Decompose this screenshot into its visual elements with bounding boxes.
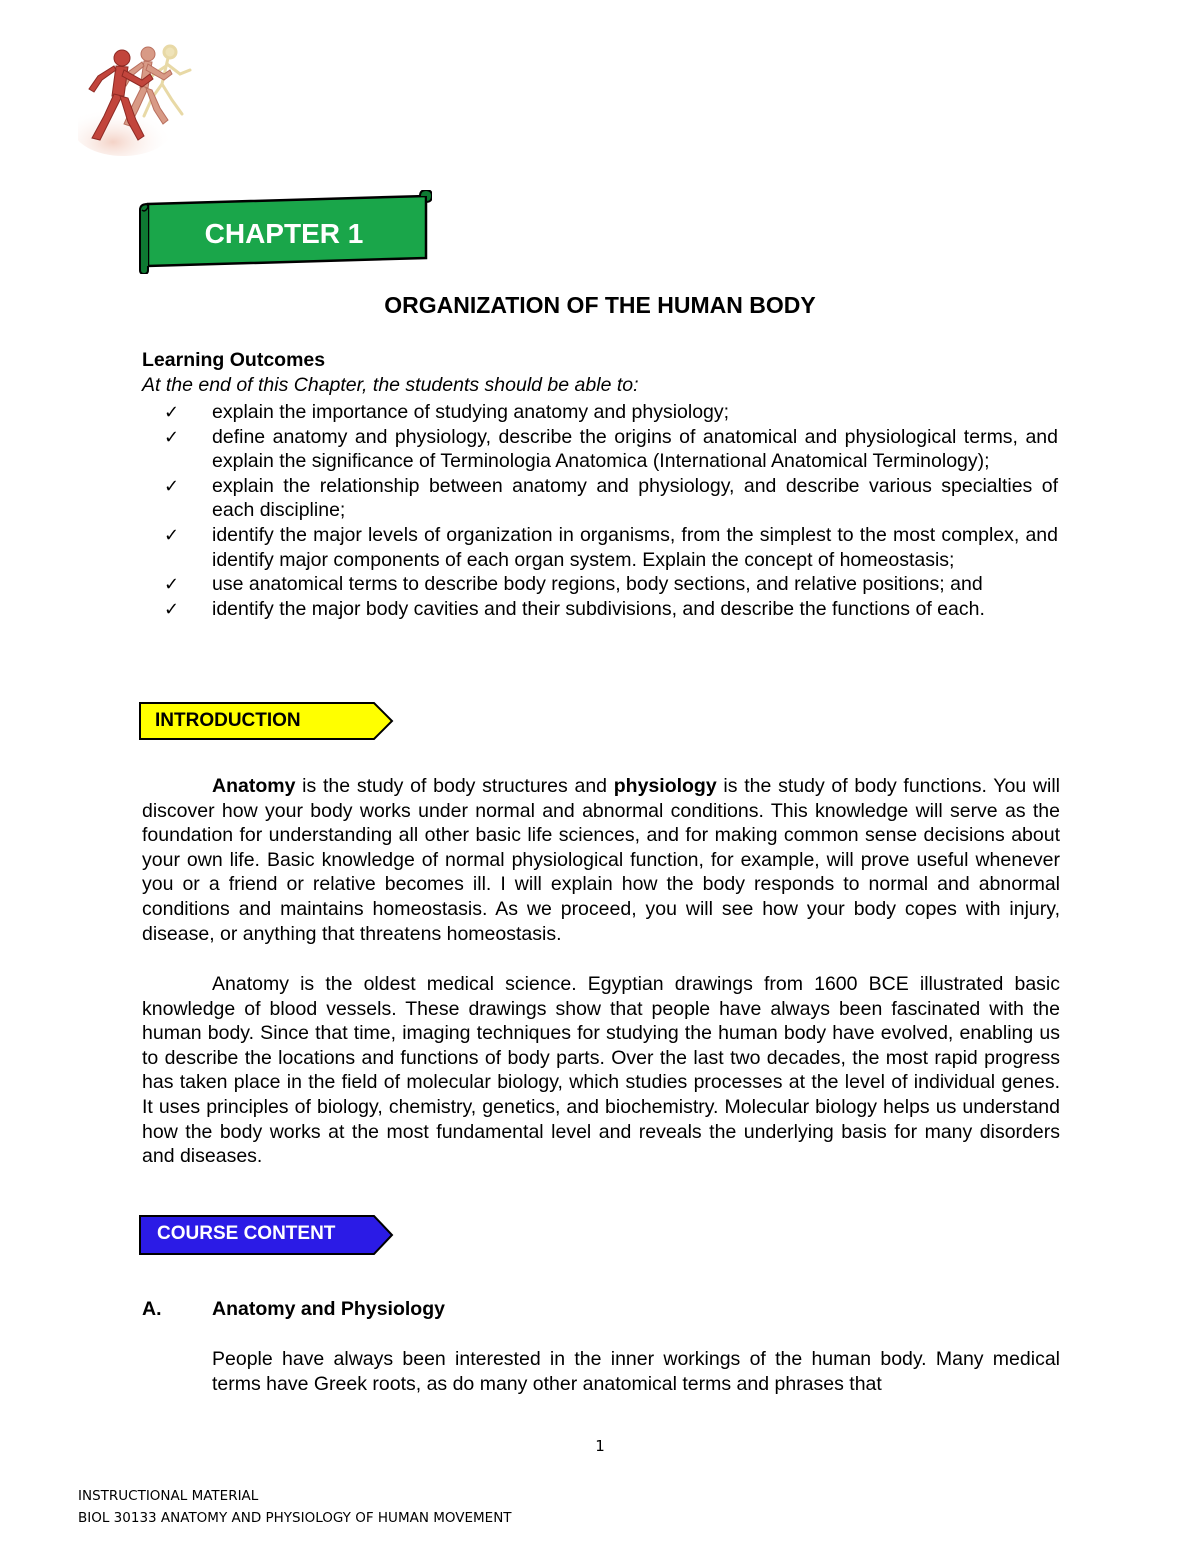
checkmark-icon: ✓ [164, 475, 180, 496]
footer-line-1: INSTRUCTIONAL MATERIAL [78, 1488, 259, 1504]
course-content-tag-label: COURSE CONTENT [157, 1223, 336, 1244]
list-item: ✓ define anatomy and physiology, describe the origins of anatomical and physiological terms, and explain the significance of Terminologia Anatomica (International Anatomical Terminology); [164, 425, 1058, 473]
anatomy-runners-icon [78, 40, 208, 158]
introduction-paragraph-2: Anatomy is the oldest medical science. Egyptian drawings from 1600 BCE illustrated basic knowledge of blood vessels. These drawings show that people have always been fascinated with the human body. Since that time, imaging techniques for studying the human body have evolved, enabling us to describe the locations and functions of body parts. Over the last two decades, the most rapid progress has taken place in the field of molecular biology, which studies processes at the level of individual genes. It uses principles of biology, chemistry, genetics, and biochemistry. Molecular biology helps us understand how the body works at the most fundamental level and reveals the underlying basis for many disorders and diseases. [142, 973, 1060, 1168]
checkmark-icon: ✓ [164, 402, 180, 422]
introduction-tag-label: INTRODUCTION [155, 710, 301, 731]
checkmark-icon: ✓ [164, 426, 180, 447]
list-item: ✓ identify the major body cavities and their subdivisions, and describe the functions of each. [164, 597, 985, 620]
footer-line-2: BIOL 30133 ANATOMY AND PHYSIOLOGY OF HUMAN MOVEMENT [78, 1510, 512, 1526]
checkmark-icon: ✓ [164, 524, 180, 545]
list-item: ✓ explain the relationship between anatomy and physiology, and describe various specialties of each discipline; [164, 474, 1058, 522]
section-letter: A. [142, 1298, 162, 1320]
checkmark-icon: ✓ [164, 574, 180, 595]
section-a-paragraph: People have always been interested in the inner workings of the human body. Many medical terms have Greek roots, as do many other anatomical terms and phrases that [212, 1348, 1060, 1395]
page-title: ORGANIZATION OF THE HUMAN BODY [384, 292, 816, 318]
learning-outcomes-list [142, 400, 1058, 621]
section-title: Anatomy and Physiology [212, 1298, 445, 1320]
list-item: ✓ identify the major levels of organization in organisms, from the simplest to the most complex, and identify major components of each organ system. Explain the concept of homeostasis; [164, 523, 1058, 571]
learning-outcomes-intro: At the end of this Chapter, the students should be able to: [142, 374, 639, 396]
list-item: ✓ use anatomical terms to describe body regions, body sections, and relative positions; and [164, 573, 983, 596]
learning-outcomes-heading: Learning Outcomes [142, 349, 326, 371]
checkmark-icon: ✓ [164, 598, 180, 619]
list-item: ✓ explain the importance of studying anatomy and physiology; [164, 401, 730, 423]
chapter-label: CHAPTER 1 [204, 218, 364, 249]
introduction-paragraph-1: Anatomy is the study of body structures and physiology is the study of body functions. You will discover how your body works under normal and abnormal conditions. This knowledge will serve as the foundation for understanding all other basic life sciences, and for making common sense decisions about your own life. Basic knowledge of normal physiological function, for example, will prove useful whenever you or a friend or relative becomes ill. I will explain how the body responds to normal and abnormal conditions and maintains homeostasis. As we proceed, you will see how your body copes with injury, disease, or anything that threatens homeostasis. [142, 775, 1060, 945]
page-number: 1 [595, 1437, 605, 1455]
